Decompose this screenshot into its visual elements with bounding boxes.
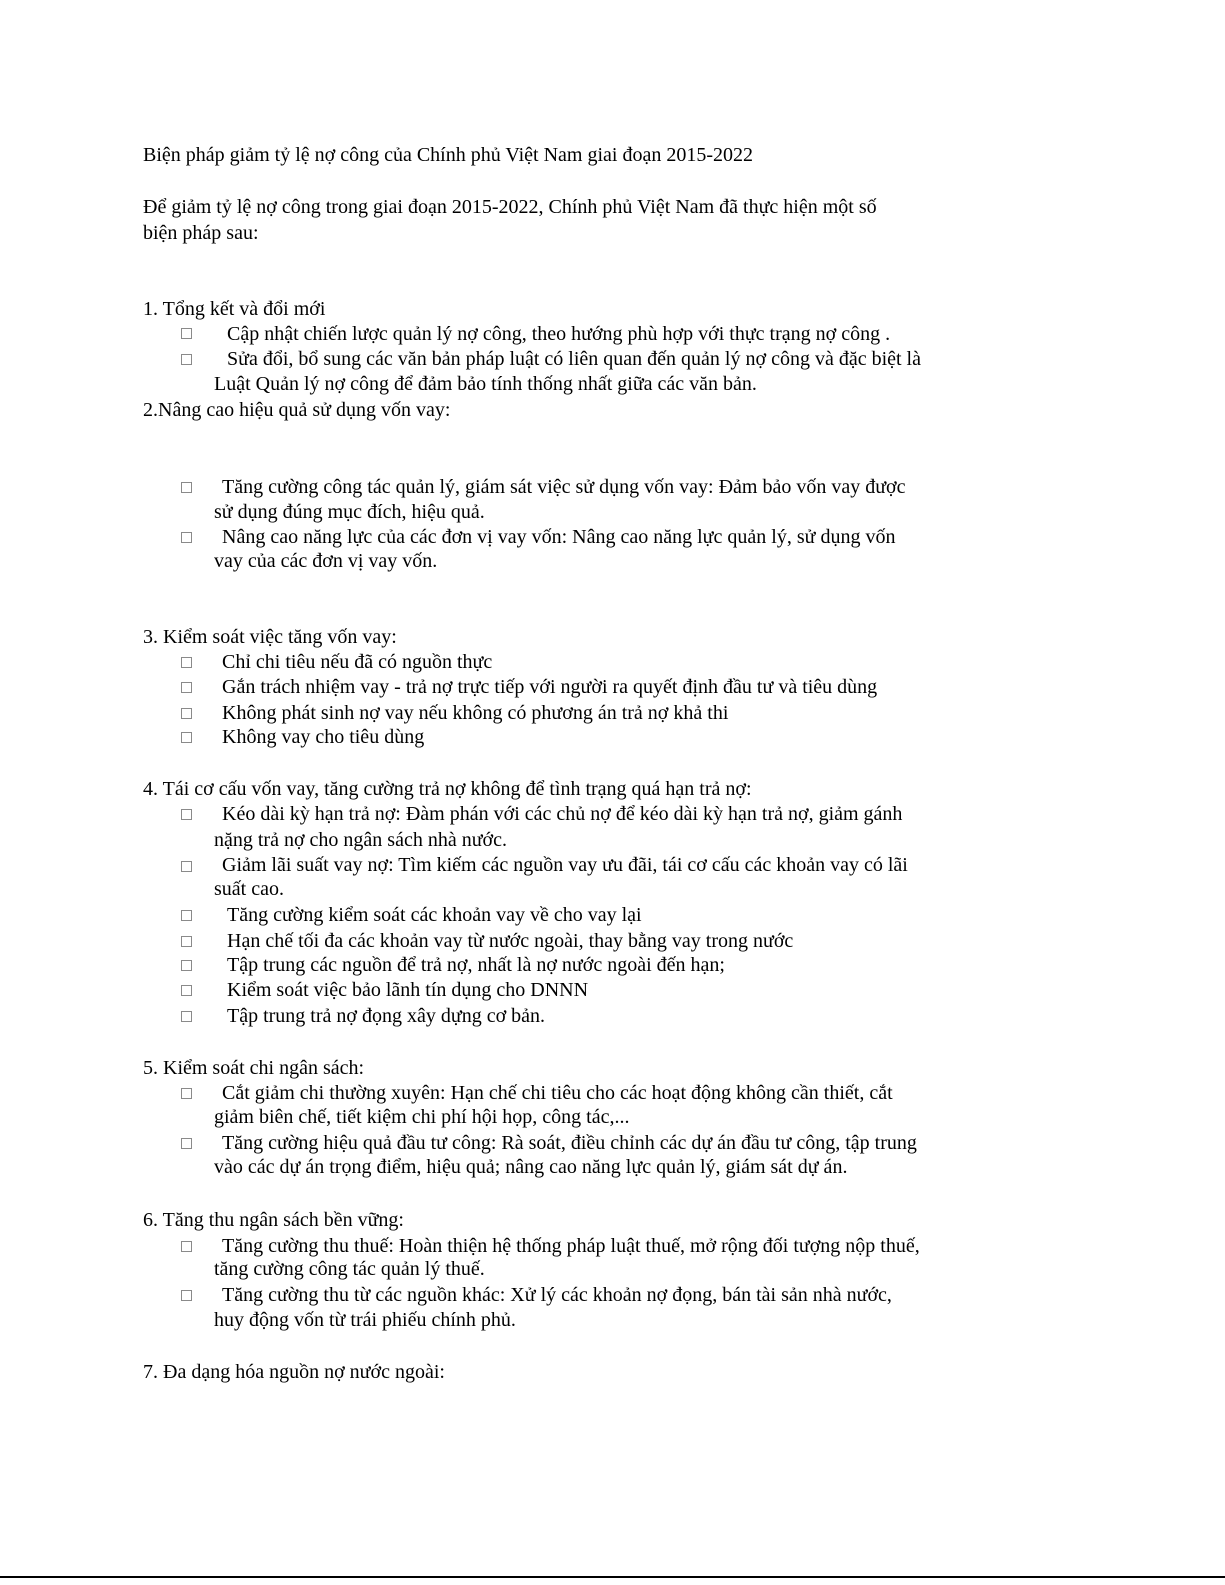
bullet-square-icon bbox=[181, 354, 192, 365]
list-item-continuation: sử dụng đúng mục đích, hiệu quả. bbox=[214, 501, 485, 523]
section-heading-1: 1. Tổng kết và đổi mới bbox=[143, 298, 326, 320]
bullet-square-icon bbox=[181, 985, 192, 996]
bullet-square-icon bbox=[181, 532, 192, 543]
bullet-square-icon bbox=[181, 1011, 192, 1022]
bullet-square-icon bbox=[181, 657, 192, 668]
list-item: Sửa đổi, bổ sung các văn bản pháp luật có liên quan đến quản lý nợ công và đặc biệt là bbox=[227, 348, 921, 370]
section-heading-4: 4. Tái cơ cấu vốn vay, tăng cường trả nợ không để tình trạng quá hạn trả nợ: bbox=[143, 778, 752, 800]
intro-line: biện pháp sau: bbox=[143, 222, 259, 244]
list-item: Không phát sinh nợ vay nếu không có phương án trả nợ khả thi bbox=[222, 702, 729, 724]
list-item: Tập trung trả nợ đọng xây dựng cơ bản. bbox=[227, 1005, 546, 1027]
bullet-square-icon bbox=[181, 936, 192, 947]
list-item-continuation: huy động vốn từ trái phiếu chính phủ. bbox=[214, 1309, 516, 1331]
bullet-square-icon bbox=[181, 809, 192, 820]
bullet-square-icon bbox=[181, 861, 192, 872]
list-item-continuation: tăng cường công tác quản lý thuế. bbox=[214, 1258, 485, 1280]
list-item: Tăng cường kiểm soát các khoản vay về cho vay lại bbox=[227, 904, 642, 926]
section-heading-5: 5. Kiểm soát chi ngân sách: bbox=[143, 1057, 365, 1079]
bullet-square-icon bbox=[181, 910, 192, 921]
list-item-continuation: Luật Quản lý nợ công để đảm bảo tính thống nhất giữa các văn bản. bbox=[214, 373, 757, 395]
bullet-square-icon bbox=[181, 732, 192, 743]
bullet-square-icon bbox=[181, 1088, 192, 1099]
list-item: Gắn trách nhiệm vay - trả nợ trực tiếp với người ra quyết định đầu tư và tiêu dùng bbox=[222, 676, 878, 698]
list-item: Tăng cường thu từ các nguồn khác: Xử lý các khoản nợ đọng, bán tài sản nhà nước, bbox=[222, 1284, 892, 1306]
intro-line: Để giảm tỷ lệ nợ công trong giai đoạn 2015-2022, Chính phủ Việt Nam đã thực hiện một số bbox=[143, 196, 877, 218]
list-item: Kéo dài kỳ hạn trả nợ: Đàm phán với các chủ nợ để kéo dài kỳ hạn trả nợ, giảm gánh bbox=[222, 803, 903, 825]
bullet-square-icon bbox=[181, 1241, 192, 1252]
list-item-continuation: vào các dự án trọng điểm, hiệu quả; nâng cao năng lực quản lý, giám sát dự án. bbox=[214, 1156, 848, 1178]
list-item: Chỉ chi tiêu nếu đã có nguồn thực bbox=[222, 651, 493, 673]
section-heading-3: 3. Kiểm soát việc tăng vốn vay: bbox=[143, 626, 397, 648]
list-item: Tăng cường thu thuế: Hoàn thiện hệ thống pháp luật thuế, mở rộng đối tượng nộp thuế, bbox=[222, 1235, 920, 1257]
list-item: Giảm lãi suất vay nợ: Tìm kiếm các nguồn vay ưu đãi, tái cơ cấu các khoản vay có lãi bbox=[222, 854, 908, 876]
list-item: Tăng cường công tác quản lý, giám sát việc sử dụng vốn vay: Đảm bảo vốn vay được bbox=[222, 476, 906, 498]
list-item: Nâng cao năng lực của các đơn vị vay vốn: Nâng cao năng lực quản lý, sử dụng vốn bbox=[222, 526, 896, 548]
list-item-continuation: suất cao. bbox=[214, 878, 284, 900]
list-item: Hạn chế tối đa các khoản vay từ nước ngoài, thay bằng vay trong nước bbox=[227, 930, 794, 952]
bullet-square-icon bbox=[181, 328, 192, 339]
list-item: Không vay cho tiêu dùng bbox=[222, 726, 425, 748]
list-item-continuation: vay của các đơn vị vay vốn. bbox=[214, 550, 438, 572]
section-heading-7: 7. Đa dạng hóa nguồn nợ nước ngoài: bbox=[143, 1361, 445, 1383]
list-item: Cập nhật chiến lược quản lý nợ công, theo hướng phù hợp với thực trạng nợ công . bbox=[227, 323, 891, 345]
bullet-square-icon bbox=[181, 682, 192, 693]
bullet-square-icon bbox=[181, 482, 192, 493]
list-item: Tăng cường hiệu quả đầu tư công: Rà soát, điều chỉnh các dự án đầu tư công, tập trung bbox=[222, 1132, 917, 1154]
bullet-square-icon bbox=[181, 1138, 192, 1149]
list-item: Tập trung các nguồn để trả nợ, nhất là nợ nước ngoài đến hạn; bbox=[227, 954, 725, 976]
list-item-continuation: nặng trả nợ cho ngân sách nhà nước. bbox=[214, 829, 508, 851]
list-item: Cắt giảm chi thường xuyên: Hạn chế chi tiêu cho các hoạt động không cần thiết, cắt bbox=[222, 1082, 893, 1104]
bullet-square-icon bbox=[181, 960, 192, 971]
bullet-square-icon bbox=[181, 1290, 192, 1301]
section-heading-6: 6. Tăng thu ngân sách bền vững: bbox=[143, 1209, 404, 1231]
bullet-square-icon bbox=[181, 708, 192, 719]
list-item: Kiểm soát việc bảo lãnh tín dụng cho DNNN bbox=[227, 979, 589, 1001]
list-item-continuation: giảm biên chế, tiết kiệm chi phí hội họp, công tác,... bbox=[214, 1106, 630, 1128]
section-heading-2: 2.Nâng cao hiệu quả sử dụng vốn vay: bbox=[143, 399, 451, 421]
page-bottom-edge bbox=[0, 1576, 1225, 1578]
page-title: Biện pháp giảm tỷ lệ nợ công của Chính phủ Việt Nam giai đoạn 2015-2022 bbox=[143, 144, 754, 166]
